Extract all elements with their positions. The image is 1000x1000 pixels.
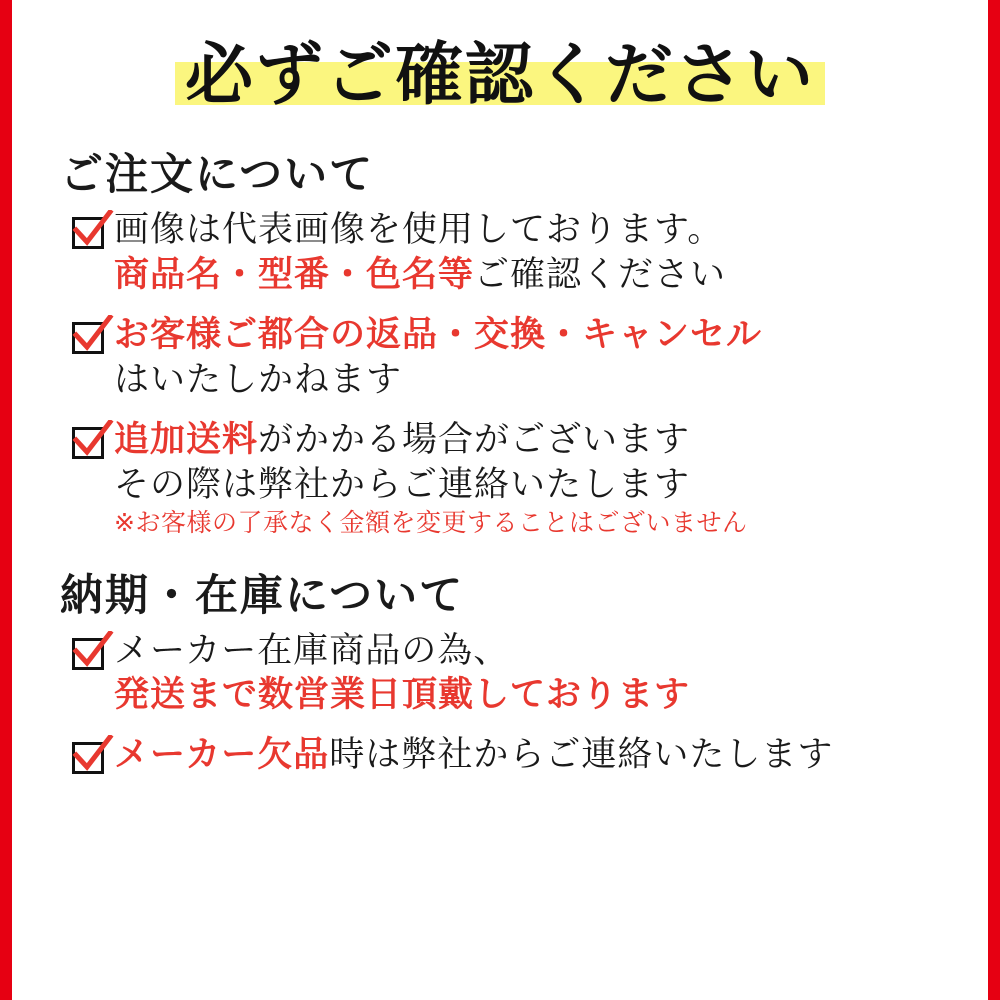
item-text: がかかる場合がございます: [258, 420, 691, 461]
item-text: はいたしかねます: [114, 359, 403, 400]
checklist-item: [70, 313, 958, 402]
item-lines: [114, 313, 958, 402]
item-line: [114, 733, 958, 777]
title-area: [42, 36, 958, 115]
item-line: [114, 629, 958, 673]
item-lines: [114, 418, 958, 539]
item-text: ご確認ください: [474, 254, 727, 295]
item-line: [114, 208, 958, 252]
checkbox-checked-icon: [70, 214, 110, 254]
item-text: 追加送料: [114, 420, 259, 461]
item-lines: [114, 629, 958, 718]
checklist-item: [70, 418, 958, 539]
right-red-border: [988, 0, 1000, 1000]
notice-content: [12, 0, 988, 1000]
item-line: [114, 507, 958, 540]
checkbox-checked-icon: [70, 635, 110, 675]
checklist-item: [70, 208, 958, 297]
item-text: その際は弊社からご連絡いたします: [114, 464, 691, 505]
left-red-border: [0, 0, 12, 1000]
item-text: メーカー在庫商品の為、: [114, 630, 510, 671]
item-text: 発送まで数営業日頂戴しております: [114, 674, 691, 715]
item-line: [114, 673, 958, 717]
item-line: [114, 313, 958, 357]
section-heading: 納期・在庫について: [60, 570, 465, 621]
item-lines: [114, 733, 958, 777]
item-line: [114, 358, 958, 402]
page-title: [175, 36, 825, 115]
item-text: 時は弊社からご連絡いたします: [329, 735, 834, 776]
checkbox-checked-icon: [70, 739, 110, 779]
checklist-item: [70, 629, 958, 718]
item-text: お客様ご都合の返品・交換・キャンセル: [114, 315, 763, 356]
item-lines: [114, 208, 958, 297]
item-text: 商品名・型番・色名等: [114, 254, 475, 295]
checkbox-checked-icon: [70, 319, 110, 359]
item-line: [114, 253, 958, 297]
item-text: ※お客様の了承なく金額を変更することはございません: [114, 508, 748, 538]
item-line: [114, 418, 958, 462]
sections-container: [42, 141, 958, 779]
section-heading: ご注文について: [60, 150, 375, 201]
title-text: 必ずご確認ください: [184, 36, 815, 115]
item-text: メーカー欠品: [114, 735, 330, 776]
checklist-item: [70, 733, 958, 779]
item-line: [114, 463, 958, 507]
item-text: 画像は代表画像を使用しております。: [114, 210, 724, 251]
checkbox-checked-icon: [70, 424, 110, 464]
